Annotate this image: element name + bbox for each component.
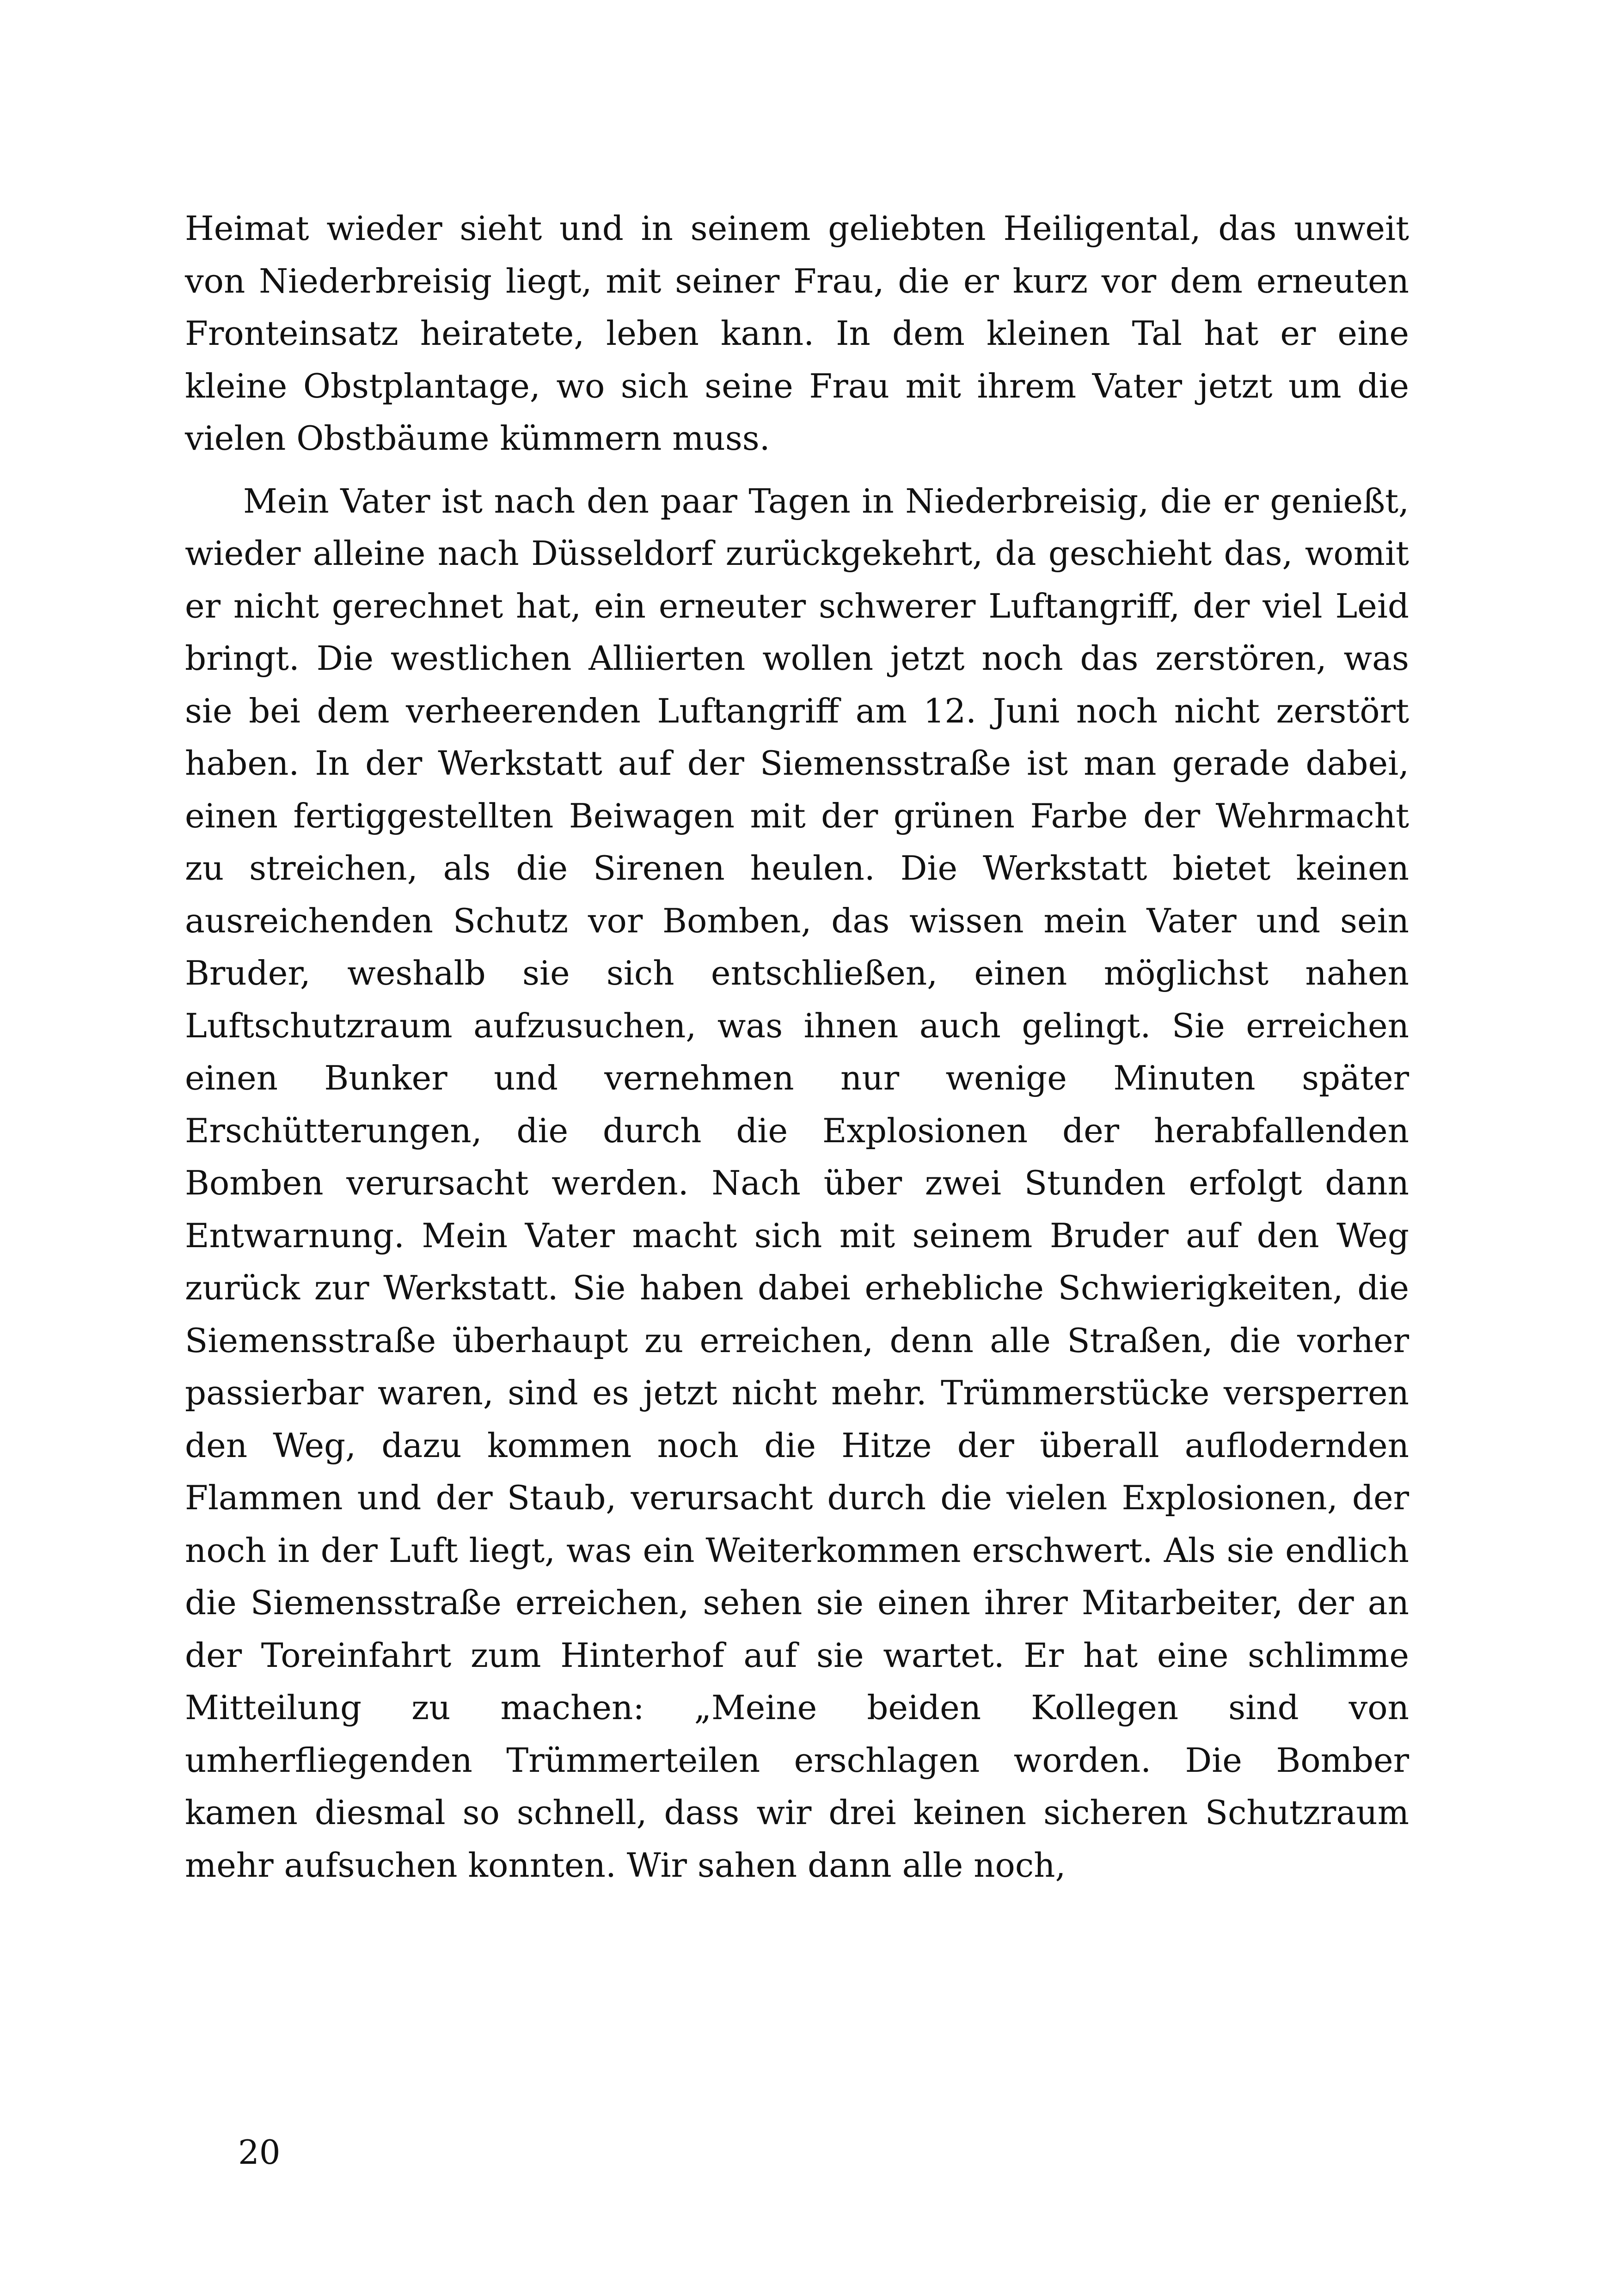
paragraph-2: Mein Vater ist nach den paar Tagen in Niederbreisig, die er genießt, wieder alleine nach Düsseldorf zurückgekehrt, da geschieht das, womit er nicht gerechnet hat, ein erneuter schwerer Luftangriff, der viel Leid bringt. Die westlichen Alliierten wollen jetzt noch das zerstören, was sie bei dem verheerenden Luftangriff am 12. Juni noch nicht zerstört haben. In der Werkstatt auf der Siemensstraße ist man gerade dabei, einen fertiggestellten Beiwagen mit der grünen Farbe der Wehrmacht zu streichen, als die Sirenen heulen. Die Werkstatt bietet keinen ausreichenden Schutz vor Bomben, das wissen mein Vater und sein Bruder, weshalb sie sich entschließen, einen möglichst nahen Luftschutzraum aufzusuchen, was ihnen auch gelingt. Sie erreichen einen Bunker und vernehmen nur wenige Minuten später Erschütterungen, die durch die Explosionen der herabfallenden Bomben verursacht werden. Nach über zwei Stunden erfolgt dann Entwarnung. Mein Vater macht sich mit seinem Bruder auf den Weg zurück zur Werkstatt. Sie haben dabei erhebliche Schwierigkeiten, die Siemensstraße überhaupt zu erreichen, denn alle Straßen, die vorher passierbar waren, sind es jetzt nicht mehr. Trümmerstücke versperren den Weg, dazu kommen noch die Hitze der überall auflodernden Flammen und der Staub, verursacht durch die vielen Explosionen, der noch in der Luft liegt, was ein Weiterkommen erschwert. Als sie endlich die Siemensstraße erreichen, sehen sie einen ihrer Mitarbeiter, der an der Toreinfahrt zum Hinterhof auf sie wartet. Er hat eine schlimme Mitteilung zu machen: „Meine beiden Kollegen sind von umherfliegenden Trümmerteilen erschlagen worden. Die Bomber kamen diesmal so schnell, dass wir drei keinen sicheren Schutzraum mehr aufsuchen konnten. Wir sahen dann alle noch, <box>185 481 1409 1885</box>
paragraph-1: Heimat wieder sieht und in seinem geliebten Heiligental, das unweit von Niederbreisig liegt, mit seiner Frau, die er kurz vor dem erneuten Fronteinsatz heiratete, leben kann. In dem kleinen Tal hat er eine kleine Obstplantage, wo sich seine Frau mit ihrem Vater jetzt um die vielen Obstbäume kümmern muss. <box>185 209 1409 458</box>
body-text <box>185 202 1409 1892</box>
page-number: 20 <box>238 2133 281 2172</box>
